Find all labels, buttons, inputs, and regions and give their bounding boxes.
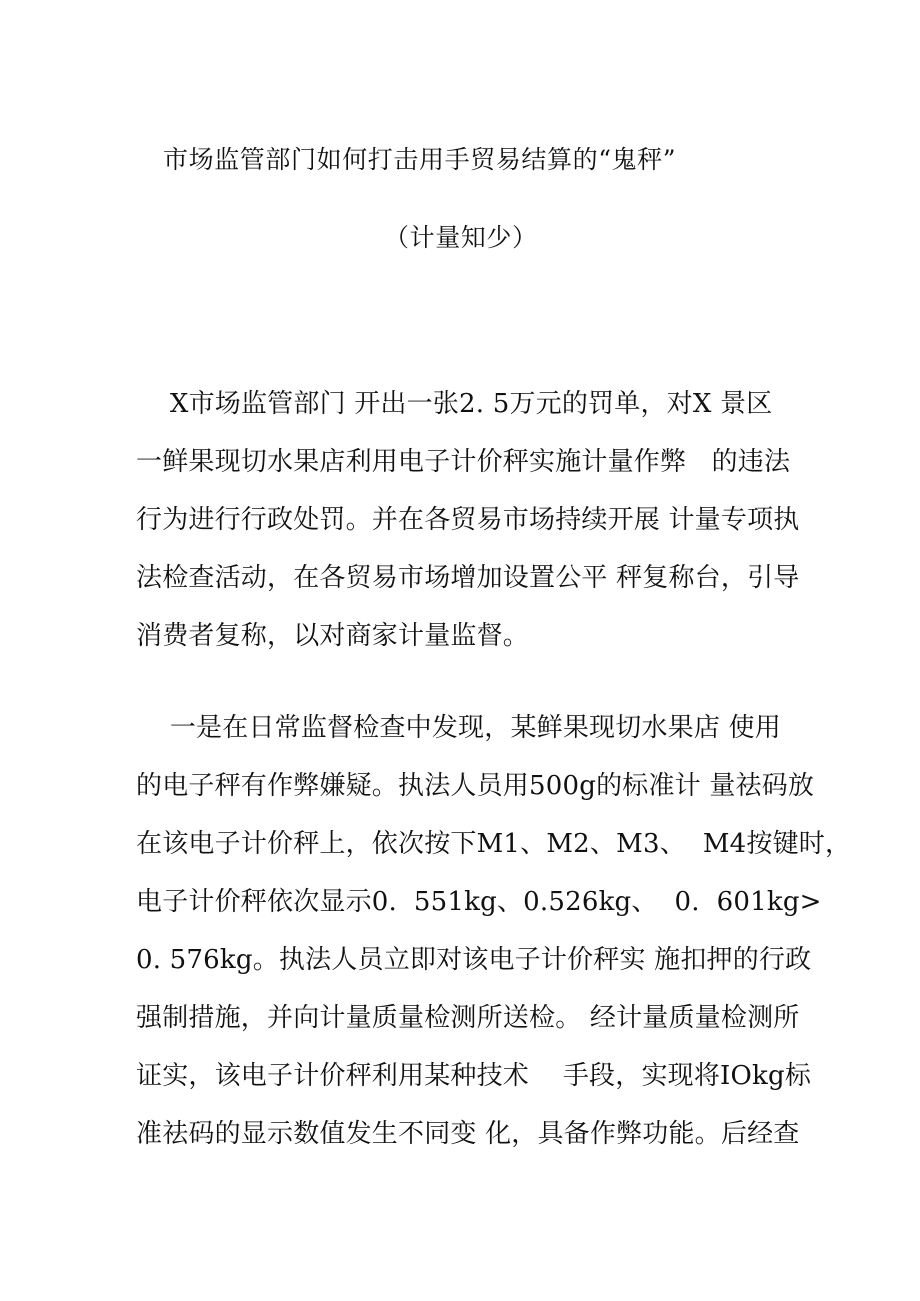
paragraph-line: X市场监管部门 开出一张2. 5万元的罚单，对X 景区 [136,389,773,419]
paragraph-line: 准祛码的显示数值发生不同变 化，具备作弊功能。后经查 [136,1119,800,1149]
paragraph-line: 消费者复称，以对商家计量监督。 [136,621,530,651]
paragraph-line: 一鲜果现切水果店利用电子计价秤实施计量作弊 的违法 [136,447,791,477]
page-title: 市场监管部门如何打击用手贸易结算的“鬼秤” [163,145,677,174]
paragraph-line: 电子计价秤依次显示0. 551kg、0.526kg、 0. 601kg> [136,887,822,917]
paragraph-line: 一是在日常监督检查中发现，某鲜果现切水果店 使用 [136,713,781,743]
page-subtitle: （计量知少） [384,223,538,252]
paragraph-line: 行为进行行政处罚。并在各贸易市场持续开展 计量专项执 [136,505,800,535]
paragraph-line: 强制措施，并向计量质量检测所送检。 经计量质量检测所 [136,1003,800,1033]
paragraph-line: 0. 576kg。执法人员立即对该电子计价秤实 施扣押的行政 [136,945,812,975]
paragraph-line: 证实，该电子计价秤利用某种技术 手段，实现将IOkg标 [136,1061,812,1091]
paragraph-line: 的电子秤有作弊嫌疑。执法人员用500g的标准计 量祛码放 [136,771,815,801]
paragraph-line: 法检查活动，在各贸易市场增加设置公平 秤复称台，引导 [136,563,800,593]
paragraph-line: 在该电子计价秤上，依次按下M1、M2、M3、 M4按键时， [136,829,852,859]
